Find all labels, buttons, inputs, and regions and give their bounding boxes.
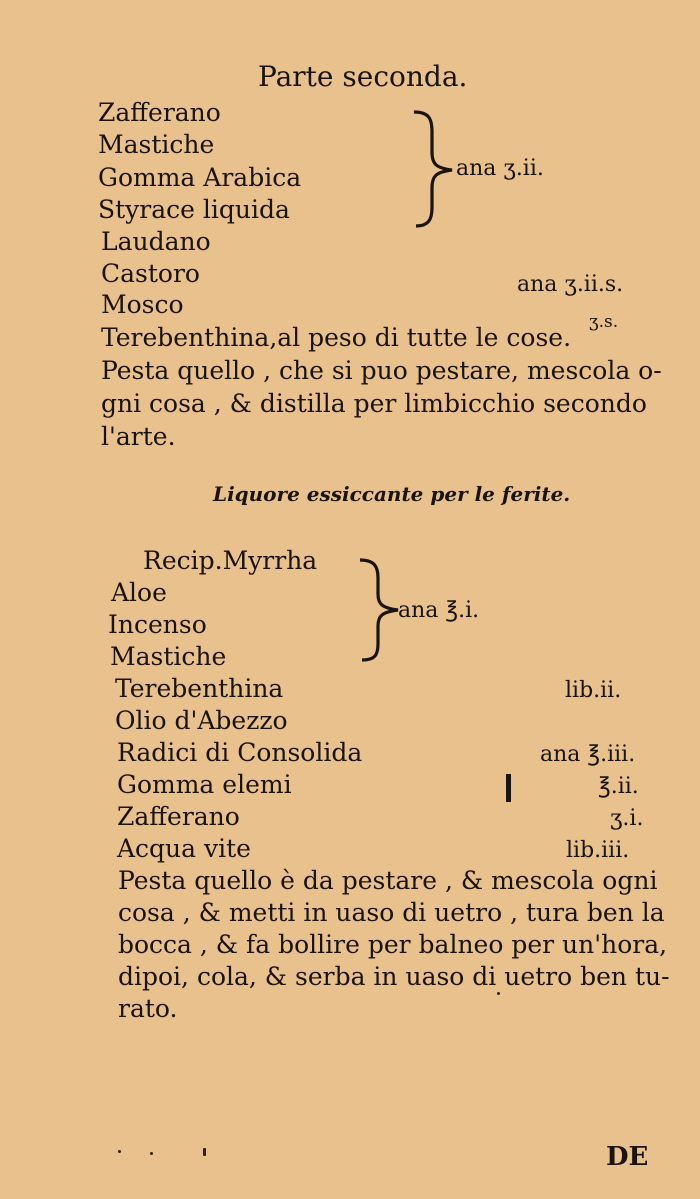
ingredient-mosco: Mosco [101,290,184,319]
instruction-line-1: Pesta quello è da pestare , & mescola ogni [118,866,658,895]
ingredient-aloe: Aloe [111,578,167,607]
ingredient-terebenthina: Terebenthina,al peso di tutte le cose. [101,323,572,352]
dose-acqua-vite: lib.iii. [566,838,630,863]
curly-brace-icon [404,106,464,230]
instruction-line-1: Pesta quello , che si puo pestare, mescola o- [101,356,662,385]
ingredient-olio-abezzo: Olio d'Abezzo [115,706,288,735]
instruction-line-2: gni cosa , & distilla per limbicchio secondo [101,389,647,418]
instruction-line-4: dipoi, cola, & serba in uaso di uetro ben tu- [118,962,670,991]
ingredient-terebenthina-2: Terebenthina [115,674,284,703]
ingredient-radici-consolida: Radici di Consolida [117,738,363,767]
print-speck [203,1148,206,1156]
ingredient-mastiche: Mastiche [98,130,215,159]
ingredient-myrrha: Recip.Myrrha [143,546,318,575]
ingredient-zafferano: Zafferano [98,98,221,127]
ingredient-mastiche-2: Mastiche [110,642,227,671]
ingredient-incenso: Incenso [108,610,207,639]
dose-radici-consolida: ana ℥.iii. [540,742,636,767]
dose-ana-dram-2: ana ʒ.ii. [456,156,544,181]
ingredient-gomma-arabica: Gomma Arabica [98,163,302,192]
bracket-mark [506,774,511,802]
dose-castoro: ana ʒ.ii.s. [517,272,624,297]
dose-gomma-elemi: ℥.ii. [598,774,639,799]
dose-zafferano: ʒ.i. [610,806,644,831]
instruction-line-5: rato. [118,994,178,1023]
ingredient-acqua-vite: Acqua vite [117,834,251,863]
instruction-line-3: bocca , & fa bollire per balneo per un'hora, [118,930,668,959]
ingredient-castoro: Castoro [101,259,200,288]
ingredient-gomma-elemi: Gomma elemi [117,770,292,799]
print-speck [118,1150,121,1153]
instruction-line-2: cosa , & metti in uaso di uetro , tura ben la [118,898,665,927]
dose-ana-ounce-1: ana ℥.i. [398,598,480,623]
running-head: Parte seconda. [258,60,468,93]
print-speck [497,992,500,995]
print-speck [150,1152,153,1155]
instruction-line-3: l'arte. [101,422,176,451]
catchword: DE [606,1142,649,1172]
recipe-title: Liquore essiccante per le ferite. [213,482,571,506]
ingredient-styrace-liquida: Styrace liquida [98,195,290,224]
ingredient-laudano: Laudano [101,227,211,256]
ingredient-zafferano-2: Zafferano [117,802,240,831]
dose-mosco: ʒ.s. [589,312,619,332]
dose-terebenthina: lib.ii. [565,678,622,703]
